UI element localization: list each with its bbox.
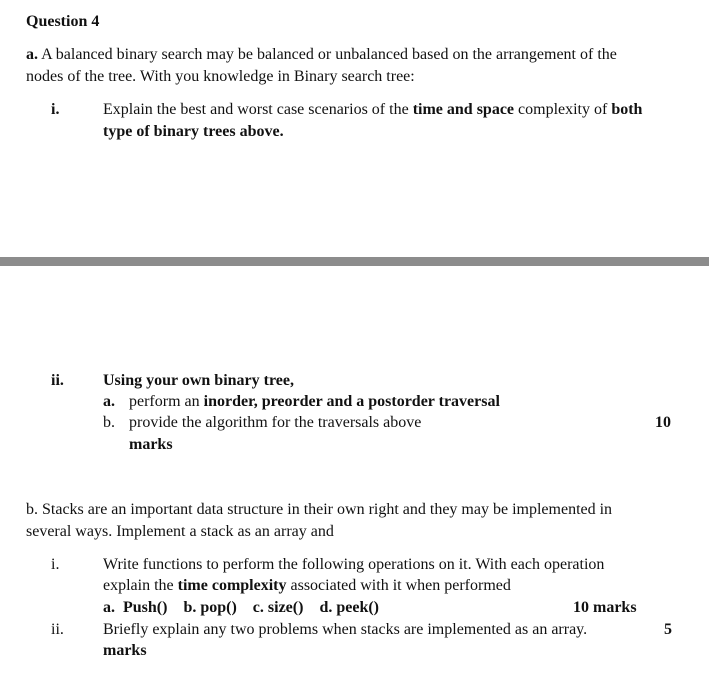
part-a-intro-line1 xyxy=(26,46,617,64)
part-b-intro-line2: several ways. Implement a stack as an array and xyxy=(26,523,334,540)
part-b-item-i-line1: Write functions to perform the following operations on it. With each operation xyxy=(103,556,605,573)
text-span: Explain the best and worst case scenarios of the xyxy=(103,101,413,118)
marks-label: marks xyxy=(129,436,173,453)
bold-span: inorder, preorder and a postorder traversal xyxy=(203,393,500,410)
part-b-intro-line1: b. Stacks are an important data structure in their own right and they may be implemented in xyxy=(26,501,613,518)
text-span: perform an xyxy=(129,393,204,410)
part-a-label: a. xyxy=(26,46,38,63)
part-a-item-i-line1 xyxy=(103,101,642,119)
text-span: associated with it when performed xyxy=(286,577,511,594)
sub-item-b-text: provide the algorithm for the traversals above xyxy=(129,414,422,431)
part-b-item-i-line2 xyxy=(103,577,511,595)
part-a-intro-line2: nodes of the tree. With you knowledge in Binary search tree: xyxy=(26,68,415,85)
sub-item-a-label: a. xyxy=(103,393,115,410)
part-b-item-ii-marks-label: marks xyxy=(103,642,147,659)
part-a-item-ii-numeral: ii. xyxy=(51,372,64,389)
page-break-divider xyxy=(0,257,709,266)
part-b-item-i-marks: 10 marks xyxy=(573,599,637,616)
stack-operations-list: a. Push() b. pop() c. size() d. peek() xyxy=(103,599,379,616)
sub-item-b-label: b. xyxy=(103,414,115,431)
bold-span: time complexity xyxy=(177,577,287,594)
bold-span: time and space xyxy=(412,101,515,118)
part-a-item-i-numeral: i. xyxy=(51,101,60,118)
part-b-item-ii-numeral: ii. xyxy=(51,621,64,638)
marks-number: 10 xyxy=(655,414,671,431)
text-span: complexity of xyxy=(514,101,612,118)
sub-item-a-text xyxy=(129,393,500,411)
part-b-item-ii-marks-number: 5 xyxy=(664,621,672,638)
text-span: explain the xyxy=(103,577,178,594)
part-a-item-i-line2: type of binary trees above. xyxy=(103,123,284,140)
part-a-intro-text: A balanced binary search may be balanced or unbalanced based on the arrangement of the xyxy=(38,46,617,63)
bold-span: both xyxy=(611,101,643,118)
question-title: Question 4 xyxy=(26,13,100,30)
part-b-item-ii-text: Briefly explain any two problems when stacks are implemented as an array. xyxy=(103,621,588,638)
part-b-item-i-numeral: i. xyxy=(51,556,60,573)
part-a-item-ii-heading: Using your own binary tree, xyxy=(103,372,294,389)
